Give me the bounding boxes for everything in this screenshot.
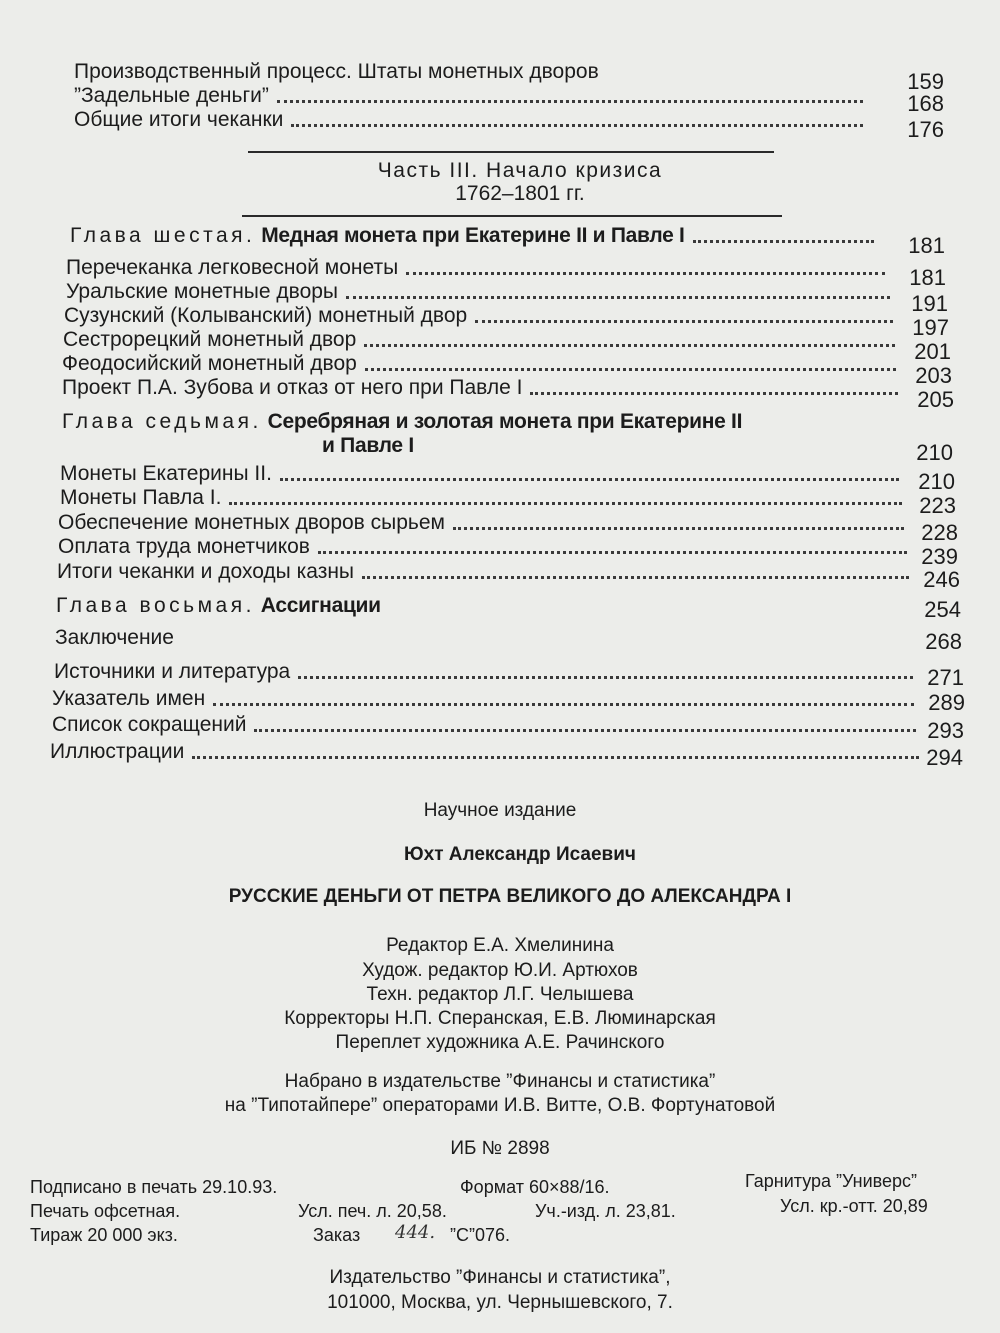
typeface: Гарнитура ”Универс” <box>745 1171 918 1191</box>
book-title: РУССКИЕ ДЕНЬГИ ОТ ПЕТРА ВЕЛИКОГО ДО АЛЕКСАНДРА I <box>228 886 792 907</box>
format: Формат 60×88/16. <box>460 1177 610 1197</box>
leader-dots <box>254 728 916 732</box>
toc-entry-page: 203 <box>915 363 952 388</box>
toc-entry-page: 210 <box>918 469 955 494</box>
toc-entry-label: Производственный процесс. Штаты монетных дворов <box>74 60 599 83</box>
order-code: ”С”076. <box>450 1225 511 1245</box>
chapter-heading <box>56 594 961 622</box>
chapter-title: Серебряная и золотая монета при Екатерине II <box>267 410 743 433</box>
toc-entry-page: 239 <box>921 544 958 569</box>
leader-dots <box>389 612 910 613</box>
toc-entry-page: 254 <box>924 597 961 622</box>
toc-entry-label: Итоги чеканки и доходы казны <box>57 560 355 583</box>
leader-dots <box>453 526 904 530</box>
toc-entry <box>60 486 956 518</box>
section-rule <box>248 151 774 153</box>
toc-entry <box>60 462 955 494</box>
toc-entry-page: 181 <box>909 265 946 290</box>
toc-entry-page: 176 <box>907 117 944 142</box>
toc-entry <box>52 713 964 743</box>
toc-entry-label: Обеспечение монетных дворов сырьем <box>58 511 445 534</box>
toc-entry <box>74 84 944 116</box>
toc-entry-page: 271 <box>927 665 964 690</box>
leader-dots <box>530 391 898 395</box>
leader-dots <box>693 239 874 243</box>
toc-entry-label: Проект П.А. Зубова и отказ от него при Павле I <box>62 376 523 399</box>
toc-entry-label: Иллюстрации <box>50 740 185 763</box>
chapter-title: Ассигнации <box>260 594 381 617</box>
toc-entry-label: Источники и литература <box>54 660 291 683</box>
toc-entry-page: 246 <box>923 567 960 592</box>
toc-entry-page: 228 <box>921 520 958 545</box>
usl-pech: Усл. печ. л. 20,58. <box>298 1201 447 1221</box>
toc-entry-label: Указатель имен <box>52 687 206 710</box>
leader-dots <box>346 295 890 299</box>
toc-entry <box>57 560 960 592</box>
toc-entry <box>55 626 962 654</box>
toc-entry-label: Сузунский (Колыванский) монетный двор <box>64 304 468 327</box>
typeset-line: на ”Типотайпере” операторами И.В. Витте, О.В. Фортунатовой <box>224 1095 776 1116</box>
leader-dots <box>229 501 902 505</box>
toc-entry-label: Сестрорецкий монетный двор <box>63 328 357 351</box>
toc-entry-label: ”Задельные деньги” <box>74 84 269 107</box>
leader-dots <box>182 644 911 645</box>
toc-entry-page: 293 <box>927 718 964 743</box>
toc-entry <box>54 660 964 690</box>
print-type: Печать офсетная. <box>30 1201 181 1221</box>
chapter-prefix: Глава шестая. <box>70 224 256 247</box>
toc-entry <box>74 108 944 142</box>
toc-entry-page: 197 <box>912 315 949 340</box>
toc-entry-page: 223 <box>919 493 956 518</box>
ib-number: ИБ № 2898 <box>450 1138 550 1159</box>
toc-entry-page: 181 <box>908 233 945 258</box>
credit-line: Редактор Е.А. Хмелинина <box>386 935 614 956</box>
toc-entry-label: Общие итоги чеканки <box>74 108 284 131</box>
leader-dots <box>475 319 893 323</box>
typeset-line: Набрано в издательстве ”Финансы и статистика” <box>284 1071 716 1092</box>
toc-entry-label: Монеты Павла I. <box>60 486 222 509</box>
chapter-prefix: Глава седьмая. <box>62 410 262 433</box>
leader-dots <box>291 123 863 127</box>
toc-entry <box>62 376 954 412</box>
credit-line: Худож. редактор Ю.И. Артюхов <box>362 960 638 981</box>
leader-dots <box>406 271 885 275</box>
publisher-line: 101000, Москва, ул. Чернышевского, 7. <box>327 1292 673 1313</box>
leader-dots <box>298 675 913 679</box>
toc-entry-label: Оплата труда монетчиков <box>58 535 310 558</box>
toc-entry-label: Перечеканка легковесной монеты <box>66 256 399 279</box>
toc-entry-label: Монеты Екатерины II. <box>60 462 272 485</box>
leader-dots <box>365 367 896 371</box>
chapter-title-cont: и Павле I <box>322 434 414 457</box>
toc-entry-page: 191 <box>911 291 948 316</box>
tirazh: Тираж 20 000 экз. <box>30 1225 178 1245</box>
chapter-heading <box>70 224 945 258</box>
uch-izd: Уч.-изд. л. 23,81. <box>535 1201 676 1221</box>
toc-entry <box>50 740 963 770</box>
section-rule <box>242 215 782 217</box>
toc-entry-page: 159 <box>907 69 944 94</box>
toc-entry <box>74 60 944 94</box>
toc-entry-page: 268 <box>925 629 962 654</box>
order-label: Заказ <box>313 1225 361 1245</box>
credit-line: Переплет художника А.Е. Рачинского <box>335 1032 665 1053</box>
book-author: Юхт Александр Исаевич <box>404 844 636 865</box>
usl-kr: Усл. кр.-отт. 20,89 <box>780 1196 928 1216</box>
toc-entry-page: 289 <box>928 690 965 715</box>
toc-entry-page: 168 <box>907 91 944 116</box>
chapter-title: Медная монета при Екатерине II и Павле I <box>261 224 685 247</box>
chapter-heading <box>62 410 742 434</box>
chapter-prefix: Глава восьмая. <box>56 594 255 617</box>
leader-dots <box>318 550 907 554</box>
leader-dots <box>362 575 909 579</box>
credit-line: Корректоры Н.П. Сперанская, Е.В. Люминарская <box>284 1008 716 1029</box>
part-heading: Часть III. Начало кризиса <box>377 159 663 182</box>
toc-entry-label: Список сокращений <box>52 713 247 736</box>
credit-line: Техн. редактор Л.Г. Челышева <box>366 984 634 1005</box>
part-years: 1762–1801 гг. <box>455 182 585 205</box>
order-number: 444. <box>395 1222 436 1243</box>
publisher-line: Издательство ”Финансы и статистика”, <box>329 1267 671 1288</box>
toc-entry-label: Заключение <box>55 626 174 649</box>
leader-dots <box>364 343 895 347</box>
signed-date: Подписано в печать 29.10.93. <box>30 1177 278 1197</box>
toc-entry-page: 201 <box>914 339 951 364</box>
leader-dots <box>277 99 863 103</box>
leader-dots <box>192 755 919 759</box>
toc-entry <box>58 535 958 569</box>
toc-entry-page: 294 <box>926 745 963 770</box>
leader-dots <box>213 702 914 706</box>
toc-entry <box>66 256 946 290</box>
leader-dots <box>280 477 899 481</box>
toc-entry-label: Феодосийский монетный двор <box>62 352 357 375</box>
toc-entry-page: 210 <box>916 440 953 465</box>
toc-entry-page: 205 <box>917 387 954 412</box>
toc-entry <box>58 511 958 545</box>
toc-entry-label: Уральские монетные дворы <box>66 280 339 303</box>
edition-type: Научное издание <box>423 800 577 821</box>
toc-entry <box>52 687 965 715</box>
